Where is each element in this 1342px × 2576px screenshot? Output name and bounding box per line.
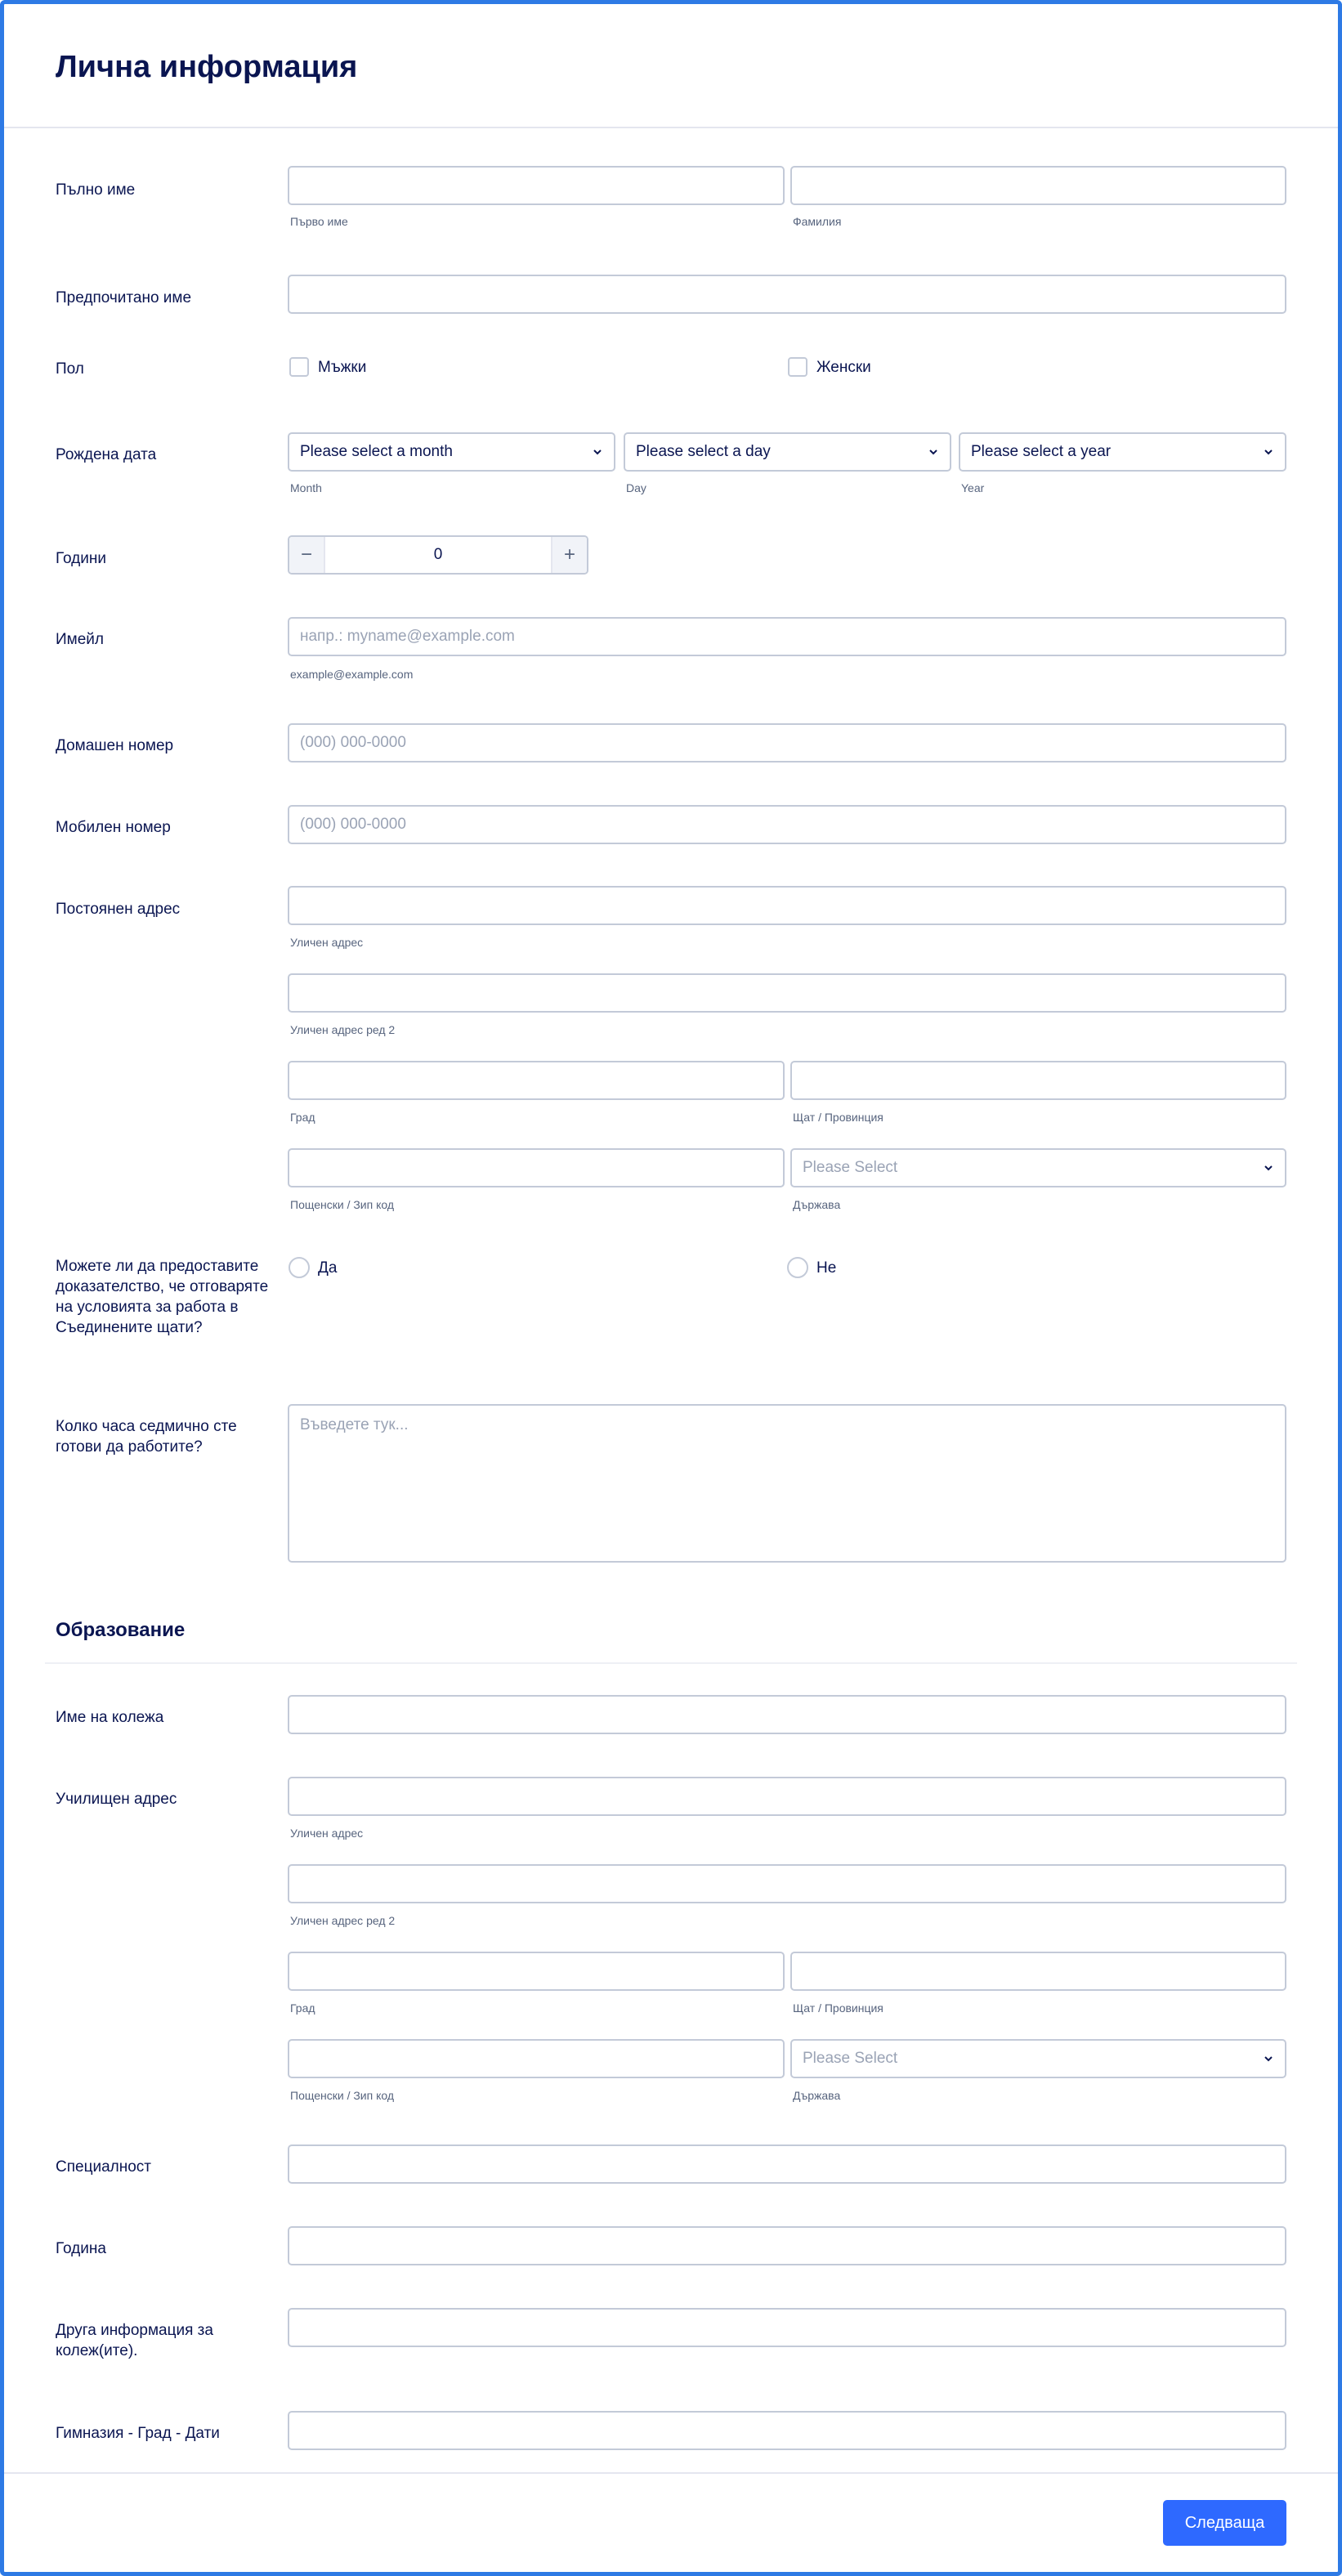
street-address-line2-sublabel: Уличен адрес ред 2 [290,1023,396,1036]
school-street-input[interactable] [288,1777,1286,1816]
full-name-label: Пълно име [56,181,136,199]
education-divider [45,1662,1297,1664]
eligibility-yes-label: Да [318,1259,338,1277]
other-info-input[interactable] [288,2308,1286,2347]
eligibility-no-radio[interactable] [787,1257,808,1278]
school-zip-input[interactable] [288,2039,785,2078]
school-address-label: Училищен адрес [56,1791,177,1808]
birth-month-select[interactable] [288,432,615,472]
email-label: Имейл [56,631,104,648]
permanent-address-label: Постоянен адрес [56,901,181,918]
gender-label: Пол [56,360,84,378]
zip-sublabel: Пощенски / Зип код [290,1198,395,1211]
school-country-sublabel: Държава [793,2089,841,2102]
email-placeholder: напр.: myname@example.com [300,628,515,645]
gender-female-checkbox[interactable] [788,357,807,377]
preferred-name-input[interactable] [288,275,1286,314]
state-sublabel: Щат / Провинция [793,1111,883,1124]
email-input[interactable] [288,617,1286,656]
eligibility-no-label: Не [816,1259,837,1277]
birth-day-value: Please select a day [636,443,771,460]
email-sublabel: example@example.com [290,668,414,681]
city-input[interactable] [288,1061,785,1100]
street-address-line2-input[interactable] [288,973,1286,1013]
gender-male-checkbox[interactable] [289,357,309,377]
hours-label: Колко часа седмично сте готови да работите? [56,1418,237,1456]
hours-textarea[interactable] [288,1404,1286,1563]
birth-year-select[interactable] [959,432,1286,472]
chevron-down-icon [1262,1161,1275,1174]
preferred-name-label: Предпочитано име [56,289,192,306]
high-school-input[interactable] [288,2411,1286,2450]
footer-divider [4,2472,1338,2474]
school-street-line2-input[interactable] [288,1864,1286,1903]
major-label: Специалност [56,2158,151,2176]
school-zip-sublabel: Пощенски / Зип код [290,2089,395,2102]
year-input[interactable] [288,2226,1286,2265]
chevron-down-icon [591,445,604,458]
school-state-input[interactable] [790,1952,1286,1991]
next-button[interactable]: Следваща [1163,2500,1286,2546]
first-name-sublabel: Първо име [290,215,348,228]
street-address-sublabel: Уличен адрес [290,936,364,949]
hours-placeholder: Въведете тук... [300,1416,409,1433]
birth-day-sublabel: Day [626,481,646,494]
education-section-title: Образование [56,1619,186,1641]
age-stepper[interactable] [288,535,588,575]
chevron-down-icon [1262,445,1275,458]
major-input[interactable] [288,2144,1286,2184]
school-street-sublabel: Уличен адрес [290,1827,364,1840]
school-street-line2-sublabel: Уличен адрес ред 2 [290,1914,396,1927]
birth-year-sublabel: Year [961,481,985,494]
age-value[interactable]: 0 [324,537,552,573]
gender-female-label: Женски [816,359,871,376]
decrement-button[interactable]: − [289,537,324,573]
year-label: Година [56,2240,106,2257]
last-name-sublabel: Фамилия [793,215,842,228]
chevron-down-icon [927,445,940,458]
street-address-input[interactable] [288,886,1286,925]
school-city-sublabel: Град [290,2001,315,2015]
work-eligibility-label: Можете ли да предоставите доказателство, че отговаряте на условията за работа в Съединените щати? [56,1258,269,1336]
city-sublabel: Град [290,1111,315,1124]
state-input[interactable] [790,1061,1286,1100]
first-name-input[interactable] [288,166,785,205]
school-country-value: Please Select [803,2050,898,2067]
age-label: Години [56,550,106,567]
country-select[interactable] [790,1148,1286,1187]
country-value: Please Select [803,1159,898,1176]
high-school-label: Гимназия - Град - Дати [56,2425,220,2442]
school-city-input[interactable] [288,1952,785,1991]
zip-input[interactable] [288,1148,785,1187]
chevron-down-icon [1262,2052,1275,2065]
home-phone-input[interactable] [288,723,1286,763]
other-info-label: Друга информация за колеж(ите). [56,2322,213,2359]
college-name-label: Име на колежа [56,1709,164,1726]
mobile-phone-input[interactable] [288,805,1286,844]
birth-year-value: Please select a year [971,443,1112,460]
header-divider [4,127,1338,128]
birth-month-sublabel: Month [290,481,322,494]
page-title: Лична информация [56,50,358,84]
mobile-phone-label: Мобилен номер [56,819,171,836]
school-country-select[interactable] [790,2039,1286,2078]
home-phone-placeholder: (000) 000-0000 [300,734,406,751]
birth-day-select[interactable] [624,432,951,472]
gender-male-label: Мъжки [318,359,367,376]
home-phone-label: Домашен номер [56,737,174,754]
school-state-sublabel: Щат / Провинция [793,2001,883,2015]
eligibility-yes-radio[interactable] [289,1257,310,1278]
increment-button[interactable]: + [552,537,587,573]
birth-date-label: Рождена дата [56,446,157,463]
country-sublabel: Държава [793,1198,841,1211]
mobile-phone-placeholder: (000) 000-0000 [300,816,406,833]
birth-month-value: Please select a month [300,443,453,460]
college-name-input[interactable] [288,1695,1286,1734]
last-name-input[interactable] [790,166,1286,205]
